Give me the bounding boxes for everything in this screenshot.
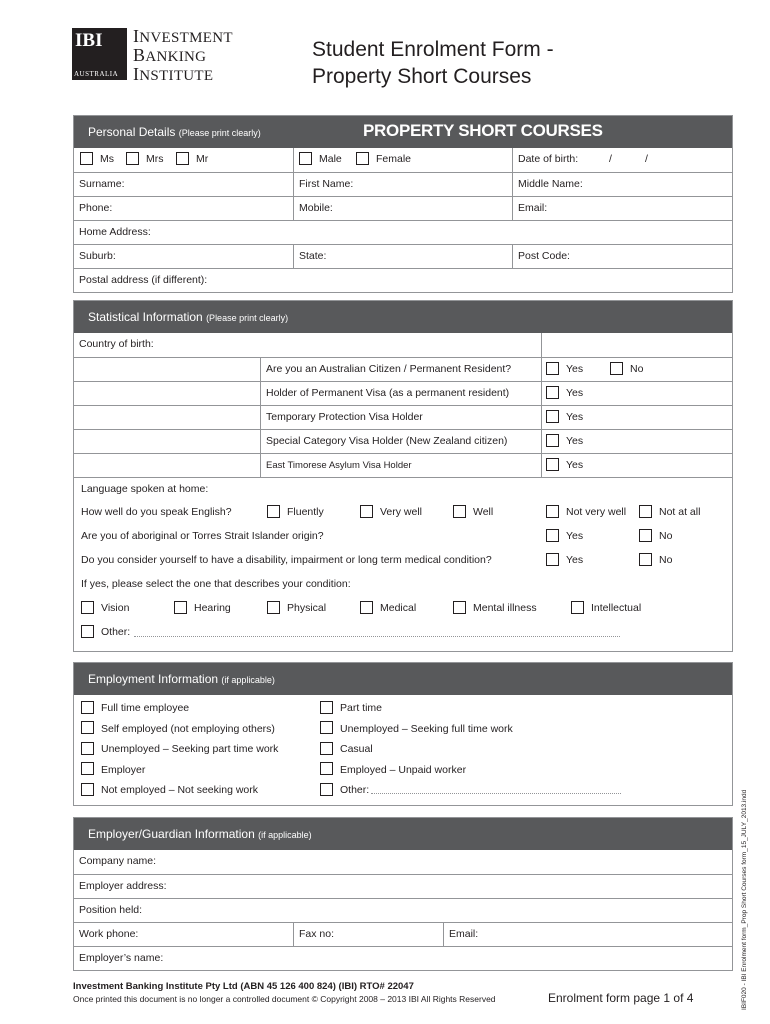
employer-section (73, 817, 733, 971)
employer-name-field[interactable]: Employer’s name: (79, 952, 164, 964)
option-label: No (659, 530, 673, 542)
checkbox[interactable] (176, 152, 189, 165)
condition-intellectual-option[interactable] (571, 597, 641, 620)
citizen-answer (541, 358, 732, 381)
option-label: Yes (566, 411, 584, 423)
citizen-no-option[interactable] (610, 358, 643, 381)
name-row (74, 172, 732, 196)
empty-cell (541, 333, 732, 357)
option-label: Employed – Unpaid worker (340, 763, 467, 776)
home-address-row (74, 220, 732, 244)
checkbox[interactable] (174, 601, 187, 614)
title-line2: Property Short Courses (312, 65, 532, 88)
position-row (74, 898, 732, 922)
state-field[interactable]: State: (293, 245, 512, 268)
option-label: Unemployed – Seeking part time work (101, 743, 279, 755)
logo-wordmark (133, 28, 233, 85)
aboriginal-row (74, 525, 732, 549)
section-title-text: Statistical Information (88, 310, 203, 324)
checkbox[interactable] (546, 410, 559, 423)
option-label: Full time employee (101, 702, 190, 714)
timor-visa-yes-option[interactable] (546, 454, 583, 477)
condition-options-row (74, 597, 732, 621)
language-row[interactable] (74, 477, 732, 501)
surname-field[interactable]: Surname: (79, 178, 125, 190)
checkbox[interactable] (639, 505, 652, 518)
empty-cell (74, 382, 260, 405)
temp-visa-yes-option[interactable] (546, 406, 583, 429)
english-well-option[interactable] (453, 501, 493, 524)
option-label: Mental illness (473, 602, 537, 614)
personal-details-section (73, 115, 733, 293)
empty-cell (74, 454, 260, 477)
checkbox[interactable] (81, 762, 94, 775)
postal-address-field[interactable]: Postal address (if different): (79, 274, 208, 286)
empty-cell (74, 430, 260, 453)
option-label: Not at all (659, 506, 701, 518)
option-label: Well (473, 506, 494, 518)
employer-name-row (74, 946, 732, 970)
checkbox[interactable] (320, 762, 333, 775)
logo-line1: INVESTMENT (133, 26, 233, 46)
english-fluently-option[interactable] (267, 501, 324, 524)
employer-email-field[interactable]: Email: (443, 923, 732, 946)
first-name-field[interactable]: First Name: (293, 173, 512, 196)
section-note: (if applicable) (258, 830, 312, 840)
option-label: Yes (566, 459, 584, 471)
option-label: Yes (566, 554, 584, 566)
checkbox[interactable] (546, 505, 559, 518)
footer (73, 981, 496, 1005)
aboriginal-no-option[interactable] (639, 525, 672, 548)
temp-visa-question: Temporary Protection Visa Holder (260, 406, 541, 429)
english-question: How well do you speak English? (81, 506, 232, 518)
checkbox[interactable] (546, 458, 559, 471)
temp-visa-row (74, 405, 732, 429)
section-note: (Please print clearly) (206, 313, 289, 323)
footer-company: Investment Banking Institute Pty Ltd (ABN 45 126 400 824) (IBI) RTO# 22047 (73, 981, 414, 992)
empty-cell (74, 406, 260, 429)
section-title-text: Employer/Guardian Information (88, 827, 255, 841)
file-reference: IBIF020 - IBI Enrolment form_Prop Short Courses form_15_JULY_2013.indd (741, 789, 748, 1010)
option-label: Medical (380, 602, 417, 614)
checkbox[interactable] (546, 529, 559, 542)
citizen-yes-option[interactable] (546, 358, 583, 381)
phone-field[interactable]: Phone: (79, 202, 113, 214)
title-line1: Student Enrolment Form - (312, 38, 554, 61)
company-row (74, 850, 732, 874)
citizen-question: Are you an Australian Citizen / Permanent Resident? (260, 358, 541, 381)
option-label: Vision (101, 602, 130, 614)
section-title (88, 827, 312, 841)
statistical-header (74, 301, 732, 333)
timor-visa-question: East Timorese Asylum Visa Holder (260, 454, 541, 477)
condition-vision-option[interactable] (81, 597, 129, 620)
checkbox[interactable] (546, 553, 559, 566)
work-contact-row (74, 922, 732, 946)
option-label: Not very well (566, 506, 627, 518)
option-label: Physical (287, 602, 327, 614)
checkbox[interactable] (356, 152, 369, 165)
option-label: Mr (196, 153, 209, 165)
employment-section (73, 662, 733, 806)
document-title (312, 36, 554, 90)
checkbox[interactable] (639, 529, 652, 542)
checkbox[interactable] (267, 601, 280, 614)
condition-physical-option[interactable] (267, 597, 326, 620)
section-title (88, 310, 288, 324)
checkbox[interactable] (81, 601, 94, 614)
checkbox[interactable] (546, 434, 559, 447)
section-title-text: Employment Information (88, 672, 219, 686)
perm-visa-yes-option[interactable] (546, 382, 583, 405)
special-visa-question: Special Category Visa Holder (New Zealand citizen) (260, 430, 541, 453)
condition-medical-option[interactable] (360, 597, 416, 620)
option-label: Ms (100, 153, 114, 165)
language-label: Language spoken at home: (81, 483, 209, 495)
empty-cell (74, 358, 260, 381)
option-label: No (659, 554, 673, 566)
option-label: Self employed (not employing others) (101, 722, 275, 735)
checkbox[interactable] (320, 701, 333, 714)
checkbox[interactable] (299, 152, 312, 165)
title-ms-option[interactable] (80, 148, 114, 171)
timor-visa-answer (541, 454, 732, 477)
title-mrs-option[interactable] (126, 148, 164, 171)
title-mr-option[interactable] (176, 148, 208, 171)
checkbox[interactable] (571, 601, 584, 614)
checkbox[interactable] (639, 553, 652, 566)
checkbox[interactable] (81, 783, 94, 796)
condition-hearing-option[interactable] (174, 597, 231, 620)
logo-abbr: IBI (75, 30, 103, 51)
english-row (74, 501, 732, 525)
option-label: Very well (380, 506, 423, 518)
condition-mental-option[interactable] (453, 597, 537, 620)
special-visa-answer (541, 430, 732, 453)
employment-other-line[interactable] (371, 793, 621, 794)
checkbox[interactable] (360, 505, 373, 518)
postal-row (74, 268, 732, 292)
special-visa-row (74, 429, 732, 453)
home-address-field[interactable]: Home Address: (79, 226, 151, 238)
citizen-row (74, 357, 732, 381)
logo-line3: INSTITUTE (133, 64, 214, 84)
option-label: Hearing (194, 602, 231, 614)
logo-line2: BANKING (133, 45, 207, 65)
gender-cell (293, 148, 512, 172)
disability-row (74, 549, 732, 573)
checkbox[interactable] (320, 783, 333, 796)
checkbox[interactable] (81, 625, 94, 638)
other-input-line[interactable] (134, 636, 620, 637)
option-label: Yes (566, 435, 584, 447)
dob-label: Date of birth: (518, 153, 579, 165)
option-label: No (630, 363, 644, 375)
employer-address-row (74, 874, 732, 898)
middle-name-field[interactable]: Middle Name: (512, 173, 732, 196)
dob-field[interactable] (512, 148, 732, 172)
contact-row (74, 196, 732, 220)
option-label: Mrs (146, 153, 164, 165)
employer-address-field[interactable]: Employer address: (79, 880, 167, 892)
employer-header (74, 818, 732, 850)
option-label: Fluently (287, 506, 324, 518)
fax-field[interactable]: Fax no: (293, 923, 443, 946)
option-label: Employer (101, 763, 146, 776)
section-title-text: Personal Details (88, 125, 176, 139)
option-label: Unemployed – Seeking full time work (340, 722, 513, 735)
footer-copyright: Once printed this document is no longer a controlled document © Copyright 2008 – 2013 IBI All Rights Reserved (73, 994, 496, 1004)
employment-header (74, 663, 732, 695)
condition-other-option[interactable] (81, 621, 130, 644)
suburb-row (74, 244, 732, 268)
company-name-field[interactable]: Company name: (79, 855, 157, 867)
checkbox[interactable] (80, 152, 93, 165)
checkbox[interactable] (81, 701, 94, 714)
mobile-field[interactable]: Mobile: (293, 197, 512, 220)
checkbox[interactable] (320, 742, 333, 755)
option-label: Yes (566, 363, 584, 375)
timor-visa-row (74, 453, 732, 477)
work-phone-field[interactable]: Work phone: (79, 928, 139, 940)
aboriginal-yes-option[interactable] (546, 525, 583, 548)
ibi-logo (72, 28, 252, 82)
section-title (88, 125, 261, 139)
aboriginal-question: Are you of aboriginal or Torres Strait Islander origin? (81, 530, 324, 542)
logo-mark (72, 28, 127, 80)
position-held-field[interactable]: Position held: (79, 904, 143, 916)
option-label: Yes (566, 387, 584, 399)
gender-male-option[interactable] (299, 148, 342, 171)
special-visa-yes-option[interactable] (546, 430, 583, 453)
dob-separator: / (609, 153, 612, 165)
checkbox[interactable] (81, 721, 94, 734)
disability-yes-option[interactable] (546, 549, 583, 572)
checkbox[interactable] (453, 601, 466, 614)
section-note: (Please print clearly) (178, 128, 261, 138)
english-not-at-all-option[interactable] (639, 501, 700, 524)
country-row (74, 333, 732, 357)
logo-country: AUSTRALIA (74, 70, 119, 78)
option-label: Yes (566, 530, 584, 542)
checkbox[interactable] (126, 152, 139, 165)
statistical-section (73, 300, 733, 652)
personal-details-header (74, 116, 732, 148)
dob-separator: / (645, 153, 648, 165)
checkbox[interactable] (546, 362, 559, 375)
option-label: Other: (101, 626, 131, 638)
course-title: PROPERTY SHORT COURSES (363, 121, 603, 140)
perm-visa-question: Holder of Permanent Visa (as a permanent resident) (260, 382, 541, 405)
disability-no-option[interactable] (639, 549, 672, 572)
checkbox[interactable] (320, 721, 333, 734)
post-code-field[interactable]: Post Code: (512, 245, 732, 268)
option-label: Casual (340, 743, 373, 755)
suburb-field[interactable]: Suburb: (79, 250, 116, 262)
gender-female-option[interactable] (356, 148, 411, 171)
checkbox[interactable] (610, 362, 623, 375)
checkbox[interactable] (81, 742, 94, 755)
email-field[interactable]: Email: (512, 197, 732, 220)
option-label: Part time (340, 702, 383, 714)
checkbox[interactable] (360, 601, 373, 614)
option-label: Not employed – Not seeking work (101, 784, 258, 796)
english-not-very-well-option[interactable] (546, 501, 626, 524)
english-very-well-option[interactable] (360, 501, 422, 524)
condition-row (74, 573, 732, 597)
option-label: Other: (340, 784, 370, 796)
country-of-birth-field[interactable]: Country of birth: (79, 338, 154, 350)
condition-question: If yes, please select the one that describes your condition: (81, 578, 351, 590)
page-number: Enrolment form page 1 of 4 (548, 991, 694, 1005)
section-note: (if applicable) (221, 675, 275, 685)
temp-visa-answer (541, 406, 732, 429)
option-label: Male (319, 153, 342, 165)
perm-visa-row (74, 381, 732, 405)
option-label: Female (376, 153, 412, 165)
perm-visa-answer (541, 382, 732, 405)
section-title (88, 672, 275, 686)
checkbox[interactable] (267, 505, 280, 518)
option-label: Intellectual (591, 602, 642, 614)
checkbox[interactable] (546, 386, 559, 399)
condition-other-row (74, 621, 732, 645)
checkbox[interactable] (453, 505, 466, 518)
title-gender-row (74, 148, 732, 172)
disability-question: Do you consider yourself to have a disability, impairment or long term medical condition? (81, 554, 492, 566)
